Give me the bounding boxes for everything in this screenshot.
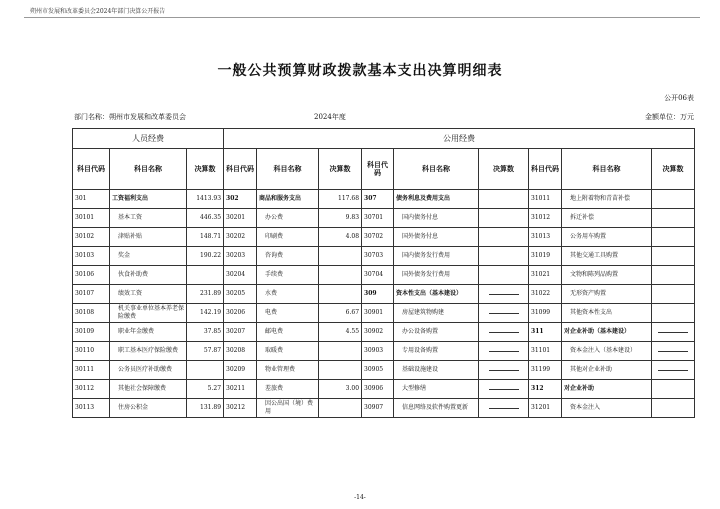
cell-code: 30206 [224,304,257,323]
table-row [73,266,695,285]
cell-name: 其他资本性支出 [562,304,652,323]
table-row [73,361,695,380]
cell-amount [652,361,695,380]
cell-code: 312 [529,380,562,399]
cell-amount [479,304,529,323]
cell-amount [479,266,529,285]
cell-code: 30201 [224,209,257,228]
cell-amount [187,266,224,285]
table-row [73,380,695,399]
cell-amount: 37.85 [187,323,224,342]
cell-amount [479,323,529,342]
column-header-code: 科目代码 [362,149,394,190]
department-name: 部门名称：朔州市发展和改革委员会 [74,113,186,121]
cell-amount [652,228,695,247]
cell-code: 31201 [529,399,562,418]
cell-code: 30212 [224,399,257,418]
cell-code: 31199 [529,361,562,380]
table-row [73,399,695,418]
cell-code: 30207 [224,323,257,342]
cell-name: 职业年金缴费 [110,323,187,342]
cell-code: 30701 [362,209,394,228]
column-header-code: 科目代码 [73,149,110,190]
cell-name: 资本金注入（基本建设） [562,342,652,361]
cell-amount: 117.68 [319,190,362,209]
column-header-name: 科目名称 [562,149,652,190]
cell-code: 31013 [529,228,562,247]
column-header-name: 科目名称 [394,149,479,190]
table-row [73,285,695,304]
cell-name: 咨询费 [257,247,319,266]
cell-amount: 3.00 [319,380,362,399]
cell-amount: 5.27 [187,380,224,399]
cell-code: 30110 [73,342,110,361]
cell-name: 手续费 [257,266,319,285]
cell-code: 302 [224,190,257,209]
table-row [73,190,695,209]
cell-name: 奖金 [110,247,187,266]
cell-name: 伙食补助费 [110,266,187,285]
cell-amount: 57.87 [187,342,224,361]
cell-code: 30211 [224,380,257,399]
cell-name: 其他对企业补助 [562,361,652,380]
cell-name: 无形资产购置 [562,285,652,304]
cell-amount [479,190,529,209]
cell-code: 30112 [73,380,110,399]
cell-code: 30109 [73,323,110,342]
table-row [73,209,695,228]
cell-name: 地上附着物和青苗补偿 [562,190,652,209]
cell-amount [319,285,362,304]
cell-amount [479,247,529,266]
cell-code: 31011 [529,190,562,209]
cell-amount [652,247,695,266]
cell-amount: 190.22 [187,247,224,266]
cell-amount [652,380,695,399]
cell-amount [479,380,529,399]
cell-code: 30202 [224,228,257,247]
cell-code: 307 [362,190,394,209]
cell-code: 31019 [529,247,562,266]
cell-amount: 131.89 [187,399,224,418]
column-header-code: 科目代码 [529,149,562,190]
cell-name: 专用设备购置 [394,342,479,361]
cell-name: 商品和服务支出 [257,190,319,209]
cell-code: 30704 [362,266,394,285]
cell-name: 公务员医疗补助缴费 [110,361,187,380]
cell-amount [479,361,529,380]
cell-amount: 142.19 [187,304,224,323]
fiscal-year: 2024年度 [314,113,346,121]
column-header-name: 科目名称 [110,149,187,190]
cell-amount [479,285,529,304]
cell-code: 30111 [73,361,110,380]
page-title: 一般公共预算财政拨款基本支出决算明细表 [217,63,503,79]
cell-amount [479,209,529,228]
cell-amount [652,209,695,228]
cell-code: 30907 [362,399,394,418]
cell-name: 国内债务付息 [394,209,479,228]
cell-code: 30906 [362,380,394,399]
cell-name: 水费 [257,285,319,304]
cell-name: 公务用车购置 [562,228,652,247]
cell-code: 31021 [529,266,562,285]
cell-code: 30205 [224,285,257,304]
cell-name: 机关事业单位基本养老保险缴费 [110,304,187,323]
header-divider [24,17,700,18]
cell-amount: 4.08 [319,228,362,247]
cell-amount [319,266,362,285]
cell-name: 对企业补助（基本建设） [562,323,652,342]
cell-code: 301 [73,190,110,209]
cell-amount [652,190,695,209]
cell-code: 30106 [73,266,110,285]
cell-name: 文物和陈列品购置 [562,266,652,285]
cell-name: 大型修缮 [394,380,479,399]
cell-name: 债务利息及费用支出 [394,190,479,209]
table-row [73,304,695,323]
cell-amount [652,266,695,285]
cell-name: 电费 [257,304,319,323]
table-row [73,323,695,342]
cell-name: 取暖费 [257,342,319,361]
cell-code: 31099 [529,304,562,323]
expenditure-table [72,128,695,418]
cell-code: 30901 [362,304,394,323]
cell-code: 309 [362,285,394,304]
cell-name: 信息网络及软件购置更新 [394,399,479,418]
cell-amount [319,399,362,418]
cell-name: 国外债务发行费用 [394,266,479,285]
cell-name: 邮电费 [257,323,319,342]
cell-name: 津贴补贴 [110,228,187,247]
cell-amount [652,342,695,361]
cell-amount: 231.89 [187,285,224,304]
report-header: 朔州市发展和改革委员会2024年部门决算公开报告 [30,8,166,15]
table-row [73,342,695,361]
cell-amount [652,323,695,342]
cell-name: 其他社会保障缴费 [110,380,187,399]
cell-code: 30103 [73,247,110,266]
cell-amount [319,361,362,380]
cell-name: 基础设施建设 [394,361,479,380]
cell-amount [652,399,695,418]
cell-name: 绩效工资 [110,285,187,304]
cell-amount [187,361,224,380]
column-header-name: 科目名称 [257,149,319,190]
group-public: 公用经费 [224,129,695,149]
cell-code: 30107 [73,285,110,304]
page-number: -14- [354,494,366,501]
column-header-amount: 决算数 [479,149,529,190]
cell-code: 30209 [224,361,257,380]
cell-name: 基本工资 [110,209,187,228]
cell-code: 30903 [362,342,394,361]
amount-unit: 金额单位：万元 [645,113,694,121]
group-personnel: 人员经费 [73,129,224,149]
cell-amount [479,228,529,247]
cell-amount [479,342,529,361]
cell-code: 31012 [529,209,562,228]
cell-name: 办公设备购置 [394,323,479,342]
cell-name: 拆迁补偿 [562,209,652,228]
column-header-code: 科目代码 [224,149,257,190]
cell-code: 30703 [362,247,394,266]
cell-name: 住房公积金 [110,399,187,418]
cell-code: 30108 [73,304,110,323]
cell-name: 职工基本医疗保险缴费 [110,342,187,361]
cell-name: 房屋建筑物购建 [394,304,479,323]
cell-name: 办公费 [257,209,319,228]
cell-code: 31101 [529,342,562,361]
cell-name: 国内债务发行费用 [394,247,479,266]
cell-amount: 1413.93 [187,190,224,209]
cell-name: 印刷费 [257,228,319,247]
cell-amount: 446.35 [187,209,224,228]
cell-amount [652,285,695,304]
cell-amount [319,342,362,361]
cell-name: 资本性支出（基本建设） [394,285,479,304]
cell-amount: 9.83 [319,209,362,228]
cell-amount: 6.67 [319,304,362,323]
cell-code: 31022 [529,285,562,304]
cell-name: 其他交通工具购置 [562,247,652,266]
cell-name: 差旅费 [257,380,319,399]
cell-code: 30102 [73,228,110,247]
column-header-amount: 决算数 [652,149,695,190]
table-row [73,228,695,247]
cell-code: 30203 [224,247,257,266]
cell-amount [652,304,695,323]
cell-name: 工资福利支出 [110,190,187,209]
cell-code: 30113 [73,399,110,418]
cell-name: 资本金注入 [562,399,652,418]
cell-name: 物业管理费 [257,361,319,380]
cell-code: 30902 [362,323,394,342]
cell-amount [319,247,362,266]
cell-code: 30702 [362,228,394,247]
column-header-amount: 决算数 [319,149,362,190]
cell-name: 国外债务付息 [394,228,479,247]
cell-amount: 4.55 [319,323,362,342]
cell-amount: 148.71 [187,228,224,247]
cell-code: 311 [529,323,562,342]
column-header-amount: 决算数 [187,149,224,190]
cell-amount [479,399,529,418]
cell-code: 30905 [362,361,394,380]
cell-name: 对企业补助 [562,380,652,399]
cell-name: 因公出国（境）费用 [257,399,319,418]
table-row [73,247,695,266]
cell-code: 30204 [224,266,257,285]
cell-code: 30208 [224,342,257,361]
table-code: 公开06表 [664,94,694,102]
cell-code: 30101 [73,209,110,228]
